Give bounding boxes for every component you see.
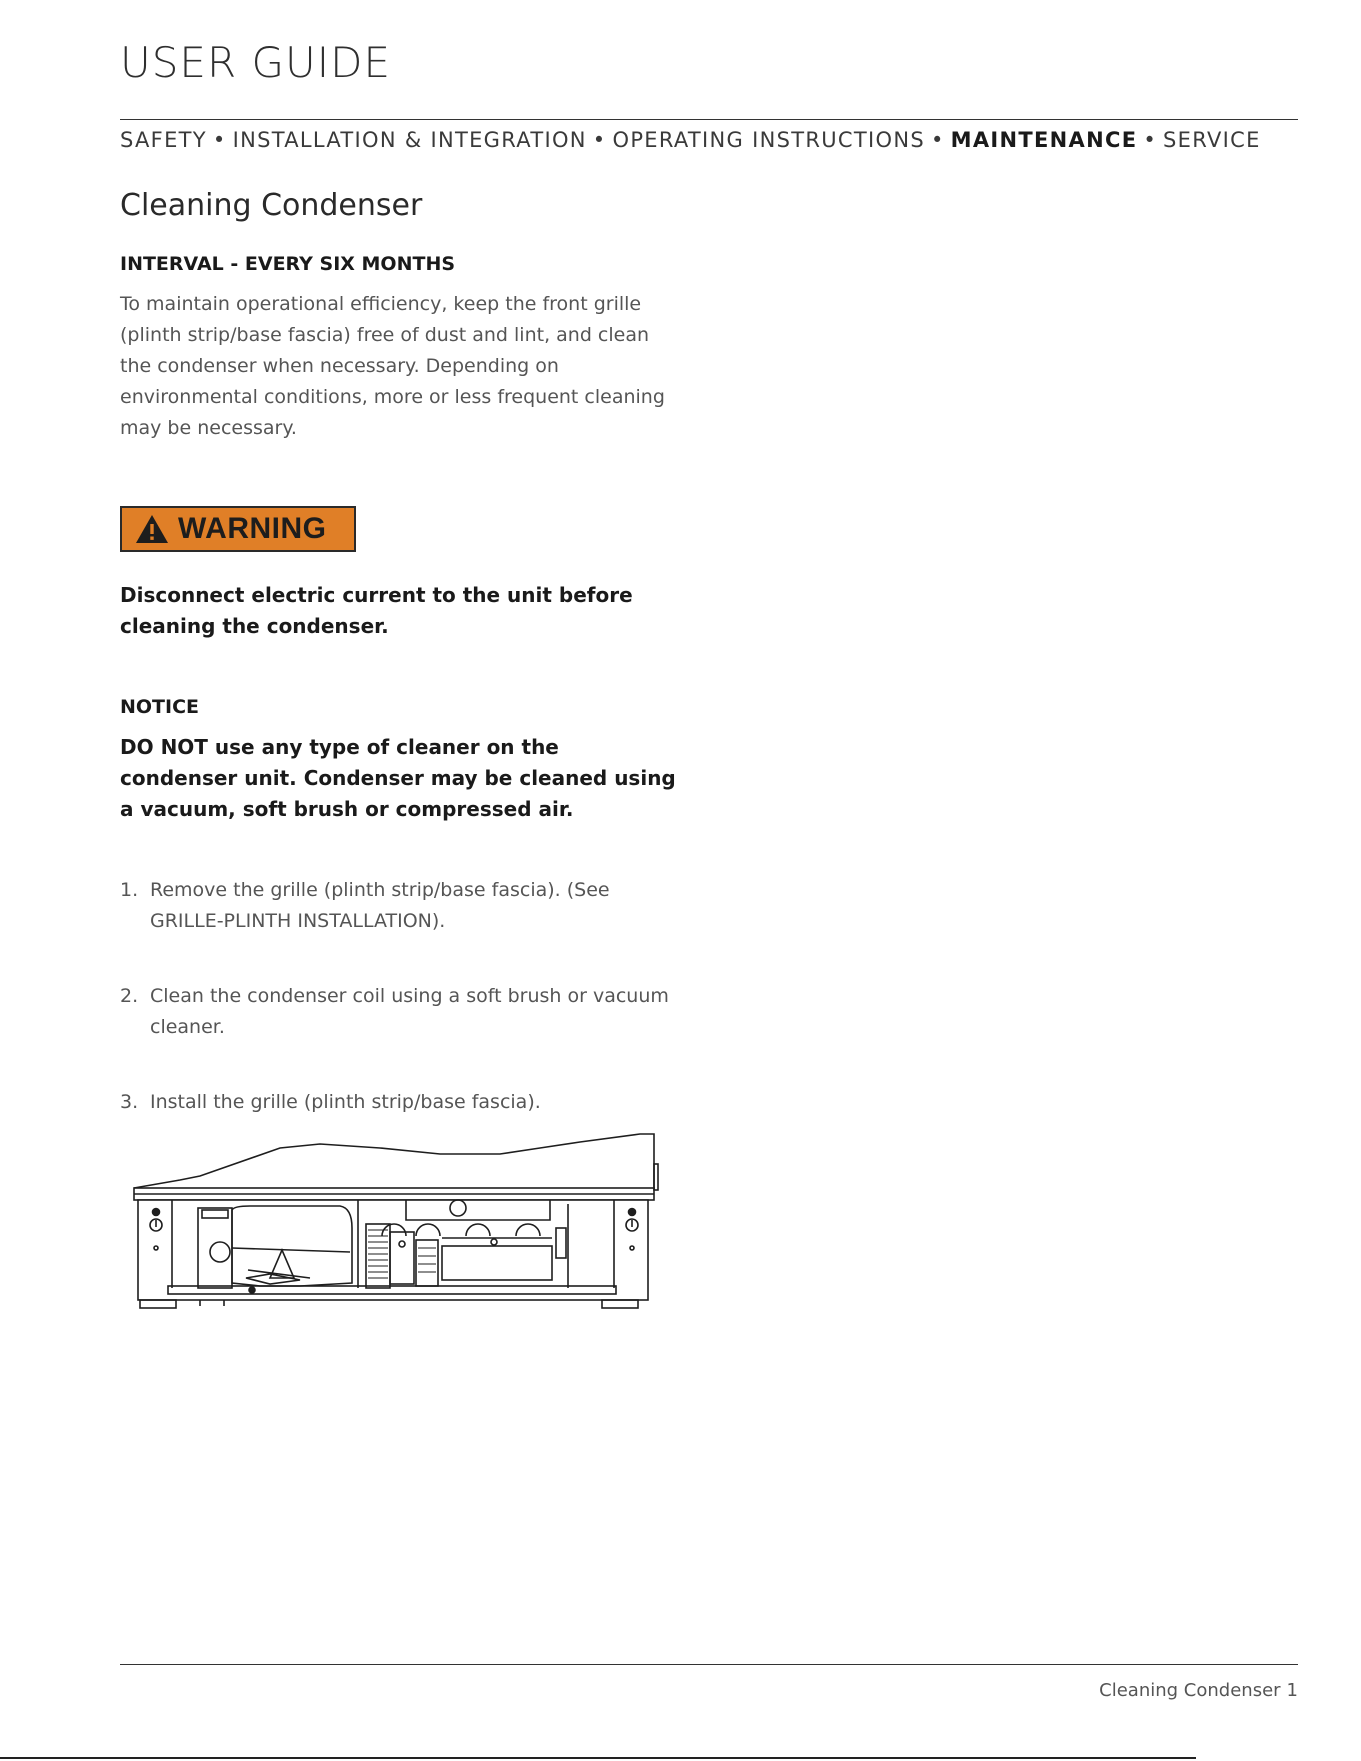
- warning-text: Disconnect electric current to the unit before cleaning the condenser.: [120, 583, 633, 638]
- notice-title: NOTICE: [120, 696, 200, 718]
- condenser-illustration: [120, 1128, 660, 1314]
- page-number: 1: [1286, 1680, 1298, 1701]
- footer-divider: [120, 1664, 1298, 1665]
- nav-item-service[interactable]: SERVICE: [1163, 128, 1261, 152]
- section-heading: Cleaning Condenser: [120, 188, 423, 223]
- page-edge-divider: [0, 1757, 1196, 1759]
- nav-separator: •: [592, 128, 607, 152]
- step-text: Clean the condenser coil using a soft brush or vacuum cleaner.: [150, 985, 669, 1038]
- header-divider: [120, 119, 1298, 120]
- step-number: 3.: [120, 1091, 139, 1113]
- nav-item-operating[interactable]: OPERATING INSTRUCTIONS: [612, 128, 925, 152]
- page-title: USER GUIDE: [120, 38, 392, 87]
- notice-text: DO NOT use any type of cleaner on the condenser unit. Condenser may be cleaned using a vacuum, soft brush or compressed air.: [120, 735, 676, 821]
- interval-heading: INTERVAL - EVERY SIX MONTHS: [120, 253, 456, 275]
- nav-separator: •: [212, 128, 227, 152]
- warning-badge: [120, 506, 356, 552]
- nav-separator: •: [1143, 128, 1158, 152]
- step-number: 2.: [120, 985, 139, 1007]
- warning-label: WARNING: [178, 512, 327, 545]
- nav-item-installation[interactable]: INSTALLATION & INTEGRATION: [232, 128, 587, 152]
- step-text: Install the grille (plinth strip/base fascia).: [150, 1091, 541, 1113]
- list-item: [120, 1087, 680, 1118]
- step-text: Remove the grille (plinth strip/base fascia). (See GRILLE-PLINTH INSTALLATION).: [150, 879, 610, 932]
- intro-paragraph: To maintain operational efficiency, keep the front grille (plinth strip/base fascia) free of dust and lint, and clean the condenser when necessary. Depending on environmental conditions, more or less frequent cleaning may be necessary.: [120, 293, 665, 439]
- main-content: [120, 188, 680, 1162]
- steps-list: [120, 875, 680, 1118]
- list-item: [120, 875, 680, 937]
- step-number: 1.: [120, 879, 139, 901]
- section-nav: [120, 128, 1298, 152]
- footer-label: Cleaning Condenser: [1099, 1680, 1281, 1701]
- warning-triangle-icon: [134, 513, 170, 545]
- list-item: [120, 981, 680, 1043]
- nav-separator: •: [930, 128, 945, 152]
- page-footer: [1099, 1680, 1298, 1701]
- nav-item-safety[interactable]: SAFETY: [120, 128, 207, 152]
- nav-item-maintenance[interactable]: MAINTENANCE: [950, 128, 1138, 152]
